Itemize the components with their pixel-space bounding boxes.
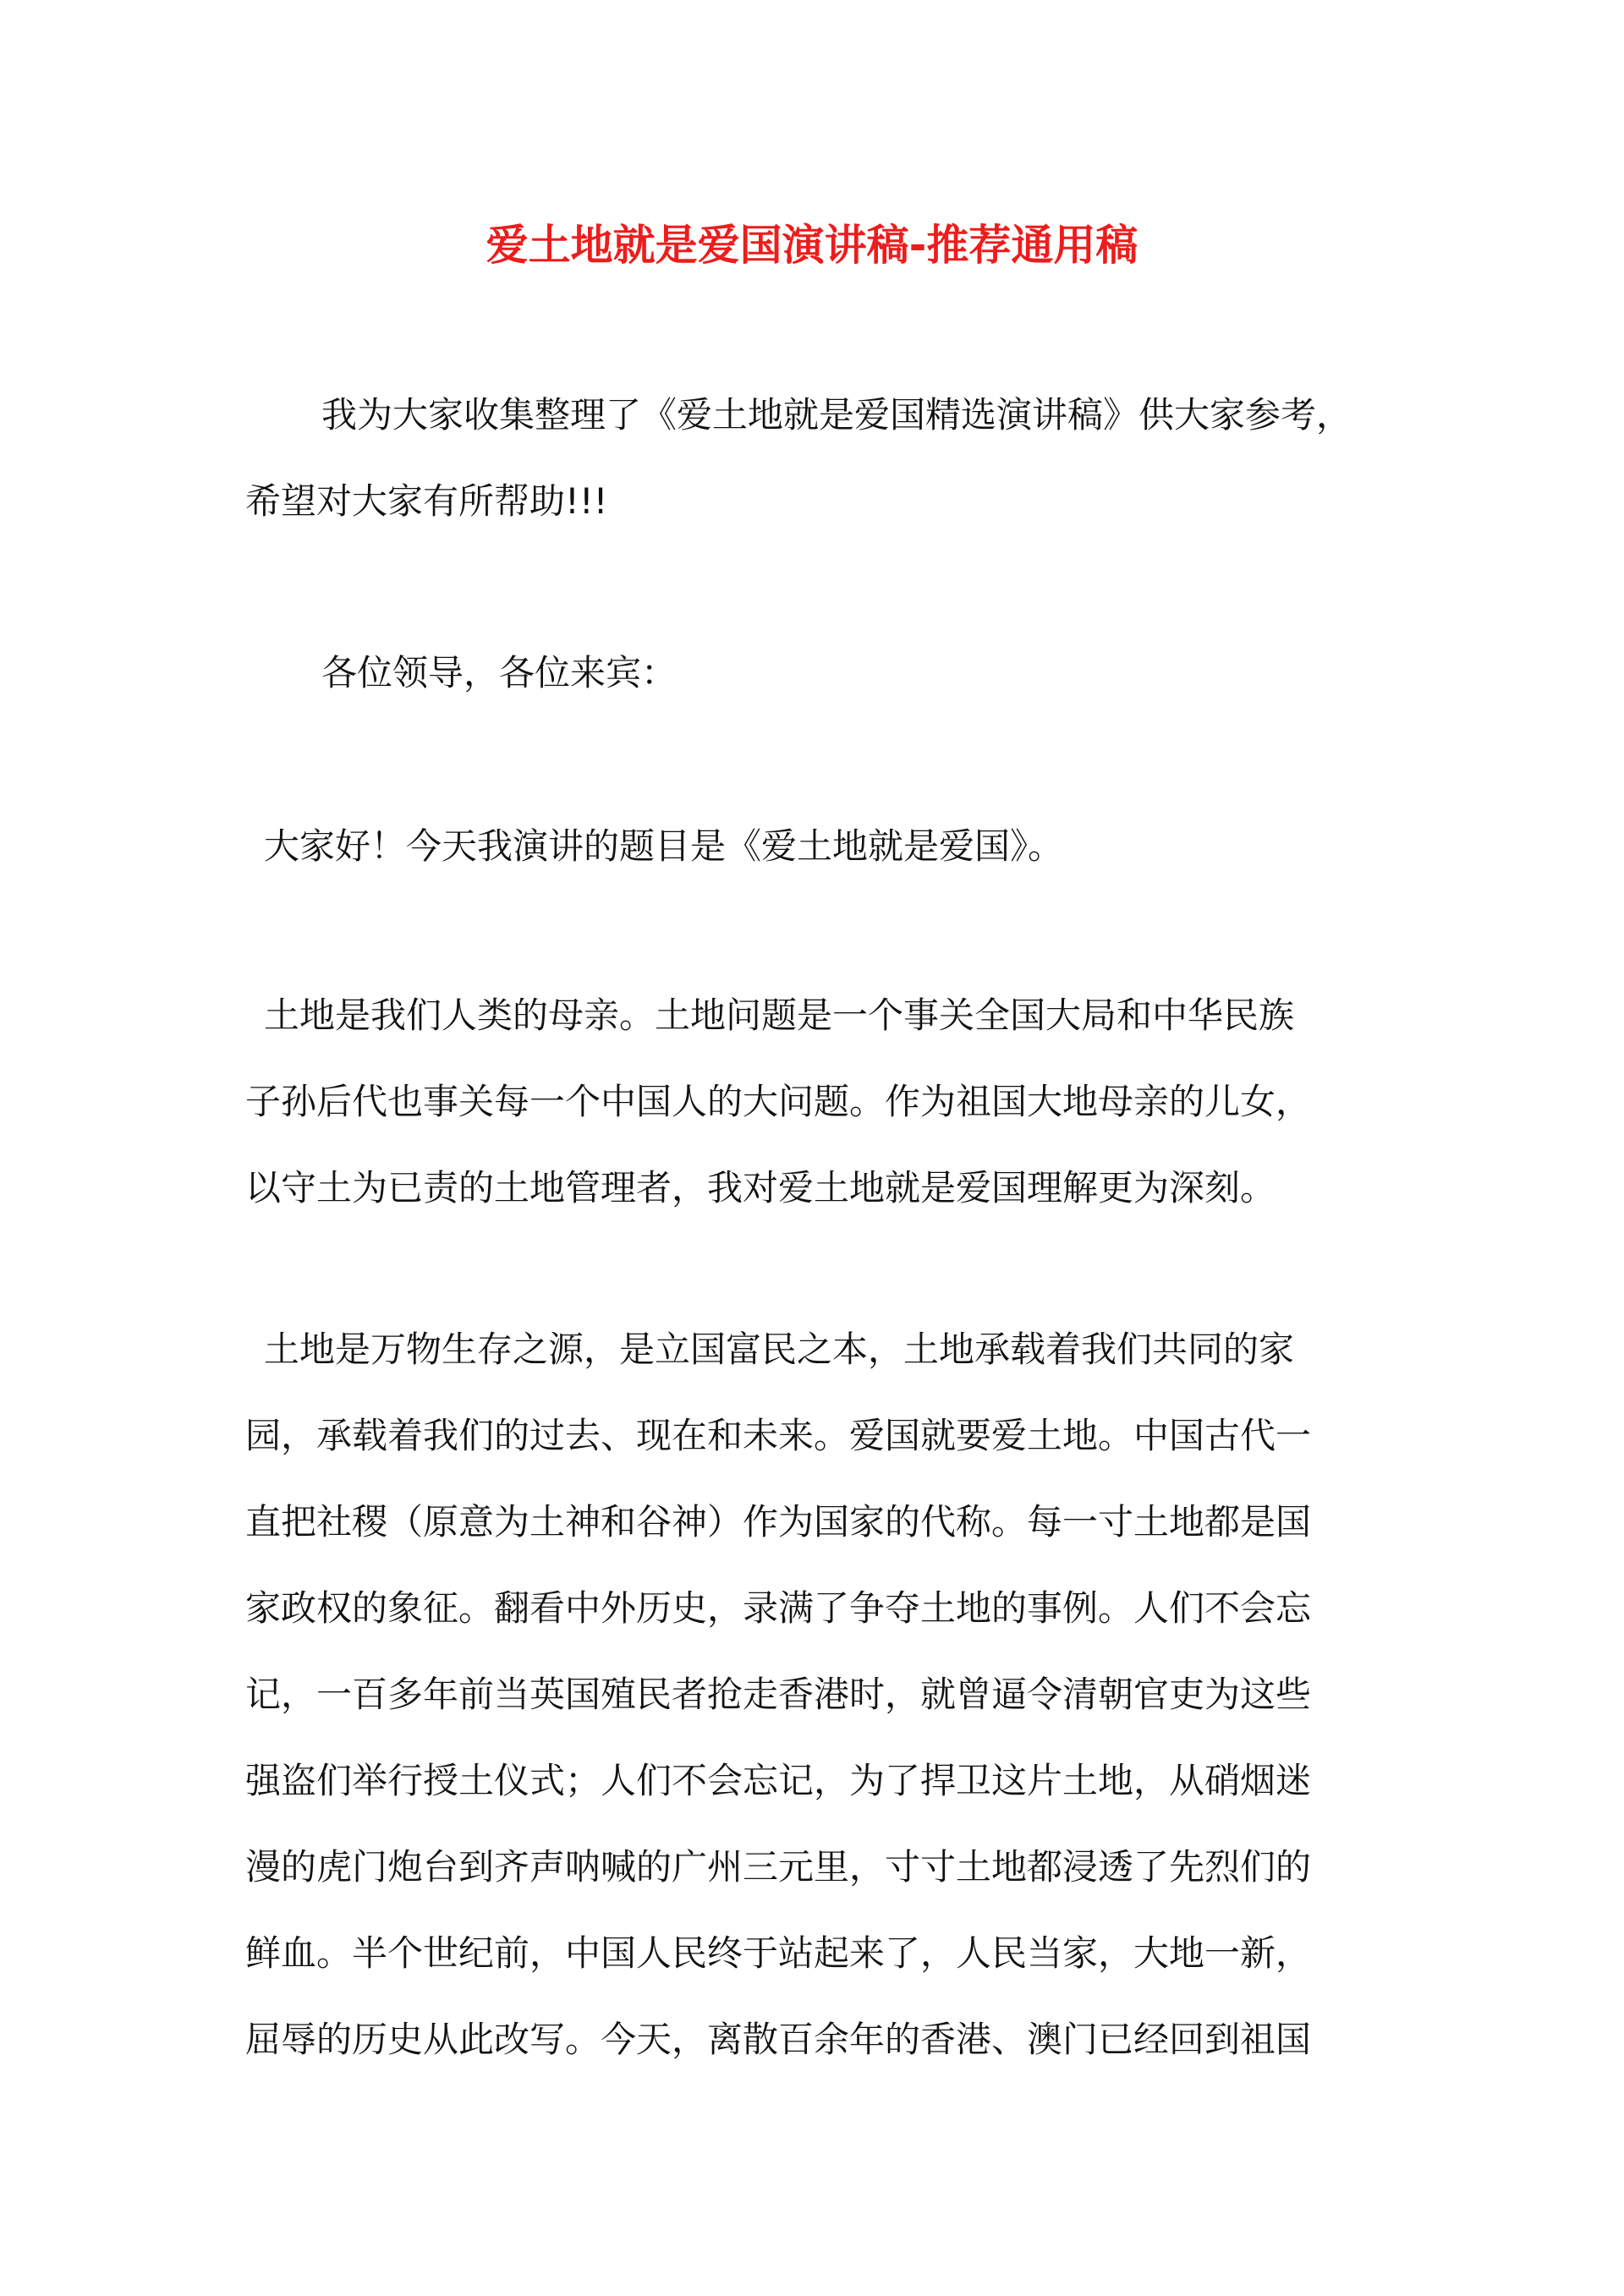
- document-title: 爱土地就是爱国演讲稿-推荐通用稿: [486, 221, 1138, 270]
- text-line: 屈辱的历史从此改写。今天，离散百余年的香港、澳门已经回到祖国: [245, 2019, 1312, 2060]
- text-line: 以守土为已责的土地管理者，我对爱土地就是爱国理解更为深刻。: [245, 1167, 1276, 1208]
- text-line: 各位领导，各位来宾：: [321, 652, 678, 693]
- text-line: 土地是我们人类的母亲。土地问题是一个事关全国大局和中华民族: [264, 995, 1295, 1036]
- text-line: 我为大家收集整理了《爱土地就是爱国精选演讲稿》供大家参考，: [321, 394, 1352, 436]
- text-line: 记，一百多年前当英国殖民者抢走香港时，就曾逼令清朝官吏为这些: [245, 1674, 1312, 1715]
- text-line: 鲜血。半个世纪前，中国人民终于站起来了，人民当家，大地一新，: [245, 1932, 1312, 1974]
- text-line: 强盗们举行授土仪式；人们不会忘记，为了捍卫这片土地，从硝烟迷: [245, 1760, 1312, 1801]
- text-line: 希望对大家有所帮助!!!: [245, 480, 608, 522]
- greeting-paragraph: [245, 803, 1404, 890]
- text-line: 直把社稷（原意为土神和谷神）作为国家的代称。每一寸土地都是国: [245, 1501, 1312, 1543]
- text-line: 大家好！今天我演讲的题目是《爱土地就是爱国》。: [264, 825, 1064, 867]
- text-line: 园，承载着我们的过去、现在和未来。爱国就要爱土地。中国古代一: [245, 1415, 1312, 1456]
- body-paragraph: [245, 973, 1404, 1231]
- text-line: 漫的虎门炮台到齐声呐喊的广州三元里，寸寸土地都浸透了先烈们的: [245, 1846, 1312, 1888]
- salutation-paragraph: [245, 630, 1404, 716]
- text-line: 子孙后代也事关每一个中国人的大问题。作为祖国大地母亲的儿女，: [245, 1081, 1312, 1122]
- intro-paragraph: [245, 372, 1404, 545]
- text-line: 土地是万物生存之源，是立国富民之本，土地承载着我们共同的家: [264, 1329, 1295, 1370]
- body-paragraph: [245, 1307, 1404, 2083]
- text-line: 家政权的象征。翻看中外历史，录满了争夺土地的事例。人们不会忘: [245, 1587, 1312, 1629]
